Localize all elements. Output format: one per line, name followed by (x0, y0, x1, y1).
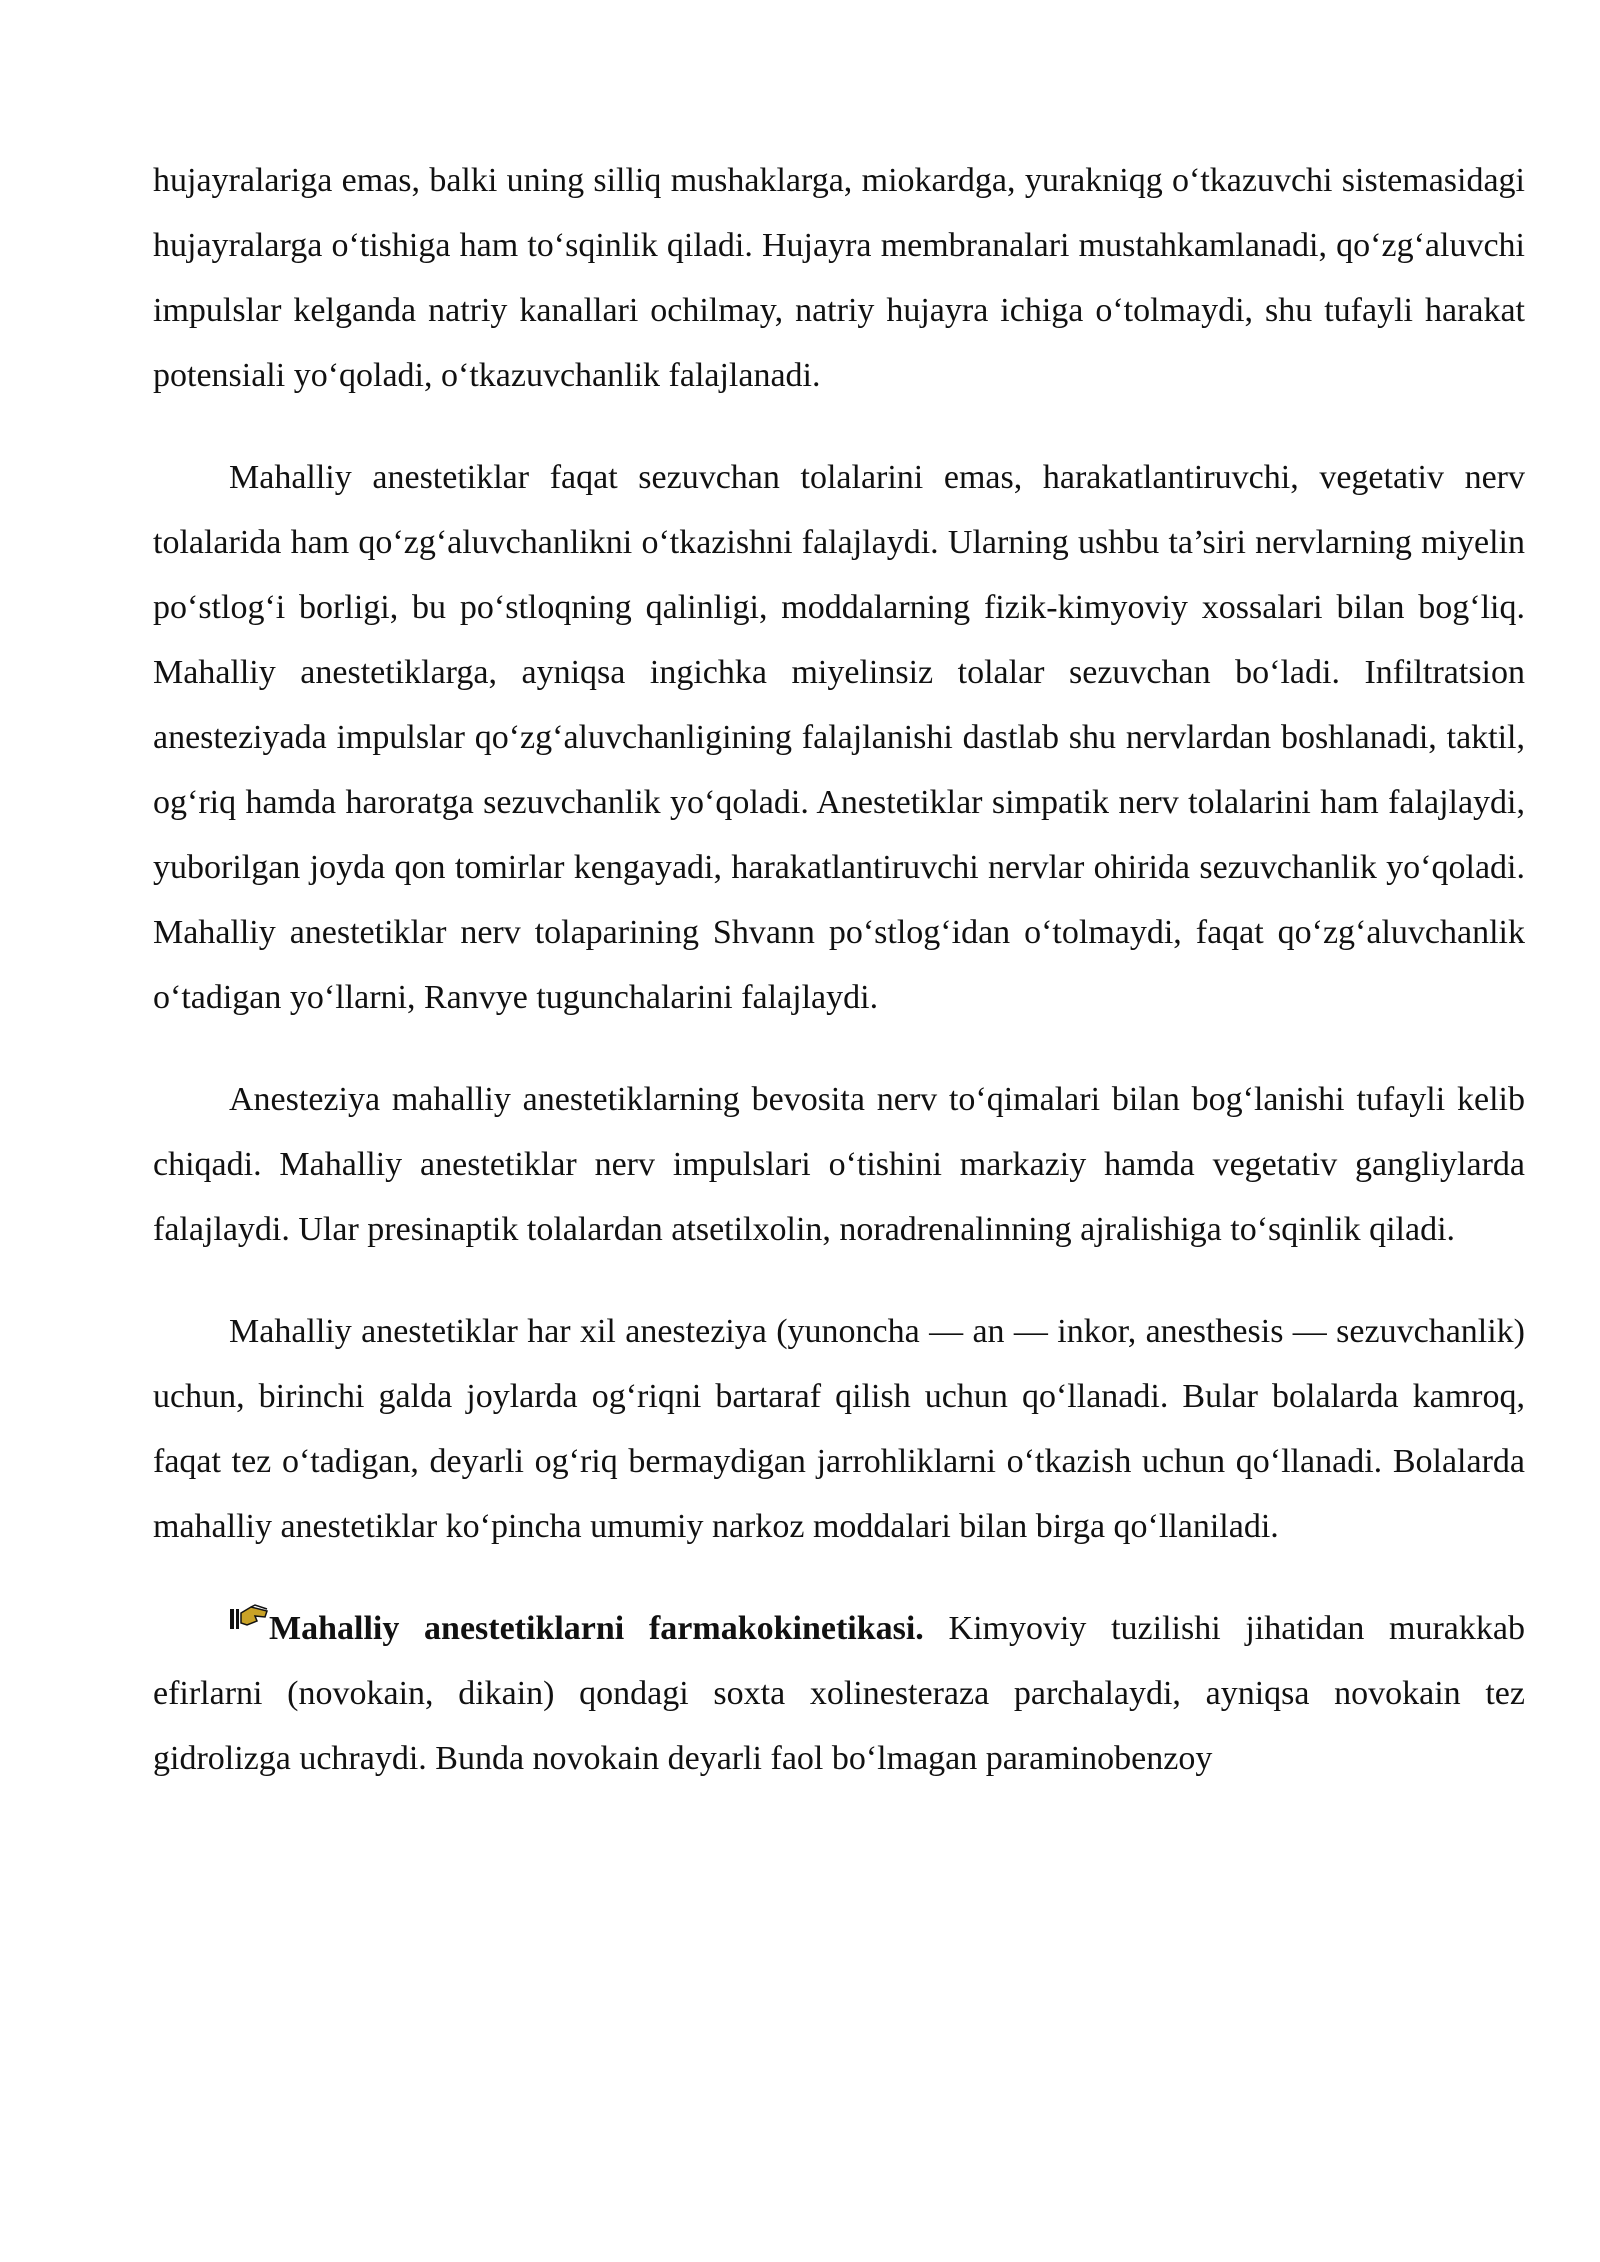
section-text: Kimyoviy tuzilishi jihatidan murakkab efirlarni (novokain, dikain) qondagi soxta xolinesteraza parchalaydi, ayniqsa novokain tez gidrolizga uchraydi. Bunda novokain deyarli faol bo‘lmagan paraminobenzoy (153, 1610, 1525, 1777)
section-pharmacokinetics (153, 1596, 1525, 1791)
pointing-hand-icon (229, 1603, 269, 1633)
document-page (153, 148, 1525, 1828)
paragraph-2: Mahalliy anestetiklar faqat sezuvchan tolalarini emas, harakatlantiruvchi, vegetativ nerv tolalarida ham qo‘zg‘aluvchanlikni o‘tkazishni falajlaydi. Ularning ushbu ta’siri nervlarning miyelin po‘stlog‘i borligi, bu po‘stloqning qalinligi, moddalarning fizik-kimyoviy xossalari bilan bog‘liq. Mahalliy anestetiklarga, ayniqsa ingichka miyelinsiz tolalar sezuvchan bo‘ladi. Infiltratsion anesteziyada impulslar qo‘zg‘aluvchanligining falajlanishi dastlab shu nervlardan boshlanadi, taktil, og‘riq hamda haroratga sezuvchanlik yo‘qoladi. Anestetiklar simpatik nerv tolalarini ham falajlaydi, yuborilgan joyda qon tomirlar kengayadi, harakatlantiruvchi nervlar ohirida sezuvchanlik yo‘qoladi. Mahalliy anestetiklar nerv tolaparining Shvann po‘stlog‘idan o‘tolmaydi, faqat qo‘zg‘aluvchanlik o‘tadigan yo‘llarni, Ranvye tugunchalarini falajlaydi. (153, 459, 1525, 1016)
paragraph-3: Anesteziya mahalliy anestetiklarning bevosita nerv to‘qimalari bilan bog‘lanishi tufayli kelib chiqadi. Mahalliy anestetiklar nerv impulslari o‘tishini markaziy hamda vegetativ gangliylarda falajlaydi. Ular presinaptik tolalardan atsetilxolin, noradrenalinning ajralishiga to‘sqinlik qiladi. (153, 1081, 1525, 1248)
paragraph-1: hujayralariga emas, balki uning silliq mushaklarga, miokardga, yurakniqg o‘tkazuvchi sistemasidagi hujayralarga o‘tishiga ham to‘sqinlik qiladi. Hujayra membranalari mustahkamlanadi, qo‘zg‘aluvchi impulslar kelganda natriy kanallari ochilmay, natriy hujayra ichiga o‘tolmaydi, shu tufayli harakat potensiali yo‘qoladi, o‘tkazuvchanlik falajlanadi. (153, 162, 1525, 394)
section-heading: Mahalliy anestetiklarni farmakokinetikasi. (269, 1610, 924, 1647)
paragraph-4: Mahalliy anestetiklar har xil anesteziya (yunoncha — an — inkor, anesthesis — sezuvchanlik) uchun, birinchi galda joylarda og‘riqni bartaraf qilish uchun qo‘llanadi. Bular bolalarda kamroq, faqat tez o‘tadigan, deyarli og‘riq bermaydigan jarrohliklarni o‘tkazish uchun qo‘llanadi. Bolalarda mahalliy anestetiklar ko‘pincha umumiy narkoz moddalari bilan birga qo‘llaniladi. (153, 1313, 1525, 1545)
